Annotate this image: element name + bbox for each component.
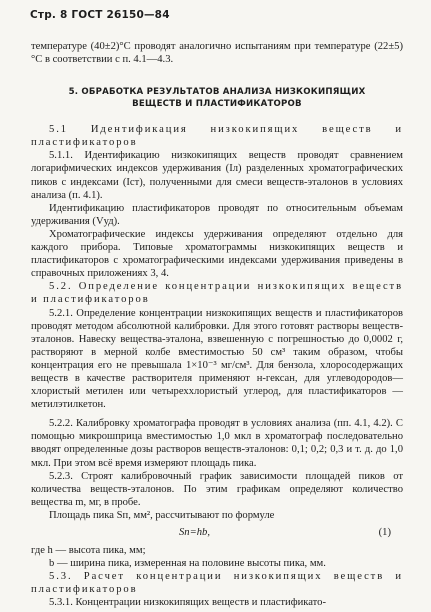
formula-number: (1): [378, 527, 391, 538]
formula-1: [31, 522, 403, 544]
paragraph-5-2-2: 5.2.2. Калибровку хроматографа проводят в условиях анализа (пп. 4.1, 4.2). С помощью микрошприца вместимостью 1,0 мкл в хроматограф последовательно вводят определенные дозы растворов веществ-эталонов: 0,1; 0,2; 0,3 и т. д. до 1,0 мкл. При этом всё время измеряют площадь пика.: [31, 418, 403, 469]
paragraph-5-2-3: 5.2.3. Строят калибровочный график зависимости площадей пиков от количества веществ-эталонов. По этим графикам определяют количество вещества m, мг, в пробе.: [31, 470, 403, 508]
subsection-5-3-heading: 5.3. Расчет концентрации низкокипящих веществ и пластификаторов: [31, 571, 403, 596]
legend-b: b — ширина пика, измеренная на половине высоты пика, мм.: [49, 558, 326, 570]
section-title-line-1: 5. ОБРАБОТКА РЕЗУЛЬТАТОВ АНАЛИЗА НИЗКОКИПЯЩИХ: [68, 87, 366, 98]
formula-expression: Sп=hb,: [179, 527, 210, 538]
paragraph-5-2-1: 5.2.1. Определение концентрации низкокипящих веществ и пластификаторов проводят методом абсолютной калибровки. Для этого готовят растворы веществ-эталонов. Навеску вещества-эталона, взвешенную с погрешностью до 0,0002 г, растворяют в мерной колбе вместимостью 50 см³ таким образом, чтобы концентрация его не превышала 1×10⁻³ мг/см³. Для бензола, хлоросодержащих веществ в качестве растворителя применяют н-гексан, для углеводородов— хлористый метилен или четыреххлористый углерод, для пластификаторов — метилэтилкетон.: [31, 307, 403, 411]
paragraph-5-1-1-plasticizers: Идентификацию пластификаторов проводят по относительным объемам удерживания (Vуд).: [31, 202, 403, 227]
paragraph-5-3-1: 5.3.1. Концентрации низкокипящих веществ и пластификато-: [49, 597, 326, 609]
paragraph-area-intro: Площадь пика Sп, мм², рассчитывают по формуле: [49, 509, 275, 521]
paragraph-5-1-1-indices: Хроматографические индексы удерживания определяют отдельно для каждого прибора. Типовые хроматограммы низкокипящих веществ и пластификаторов с хроматографическими индексами удерживания приведены в справочных приложениях 3, 4.: [31, 228, 403, 280]
subsection-5-1-heading: 5.1 Идентификация низкокипящих веществ и пластификаторов: [31, 124, 403, 149]
subsection-5-2-heading: 5.2. Определение концентрации низкокипящих веществ и пластификаторов: [31, 281, 403, 306]
page-header: Стр. 8 ГОСТ 26150—84: [30, 9, 170, 21]
legend-h: где h — высота пика, мм;: [31, 545, 146, 556]
paragraph-continuation: температуре (40±2)°С проводят аналогично испытаниям при температуре (22±5)°С в соответствии с п. 4.1—4.3.: [31, 41, 403, 66]
section-title-line-2: ВЕЩЕСТВ И ПЛАСТИФИКАТОРОВ: [132, 99, 302, 110]
document-body: [31, 40, 403, 609]
paragraph-5-1-1: 5.1.1. Идентификацию низкокипящих веществ проводят сравнением логарифмических индексов удерживания (Iл) разделенных хроматографических пиков с индексами (Iст), полученными для смеси веществ-эталонов в условиях анализа (п. 4.1).: [31, 150, 403, 201]
section-title: [31, 86, 403, 110]
